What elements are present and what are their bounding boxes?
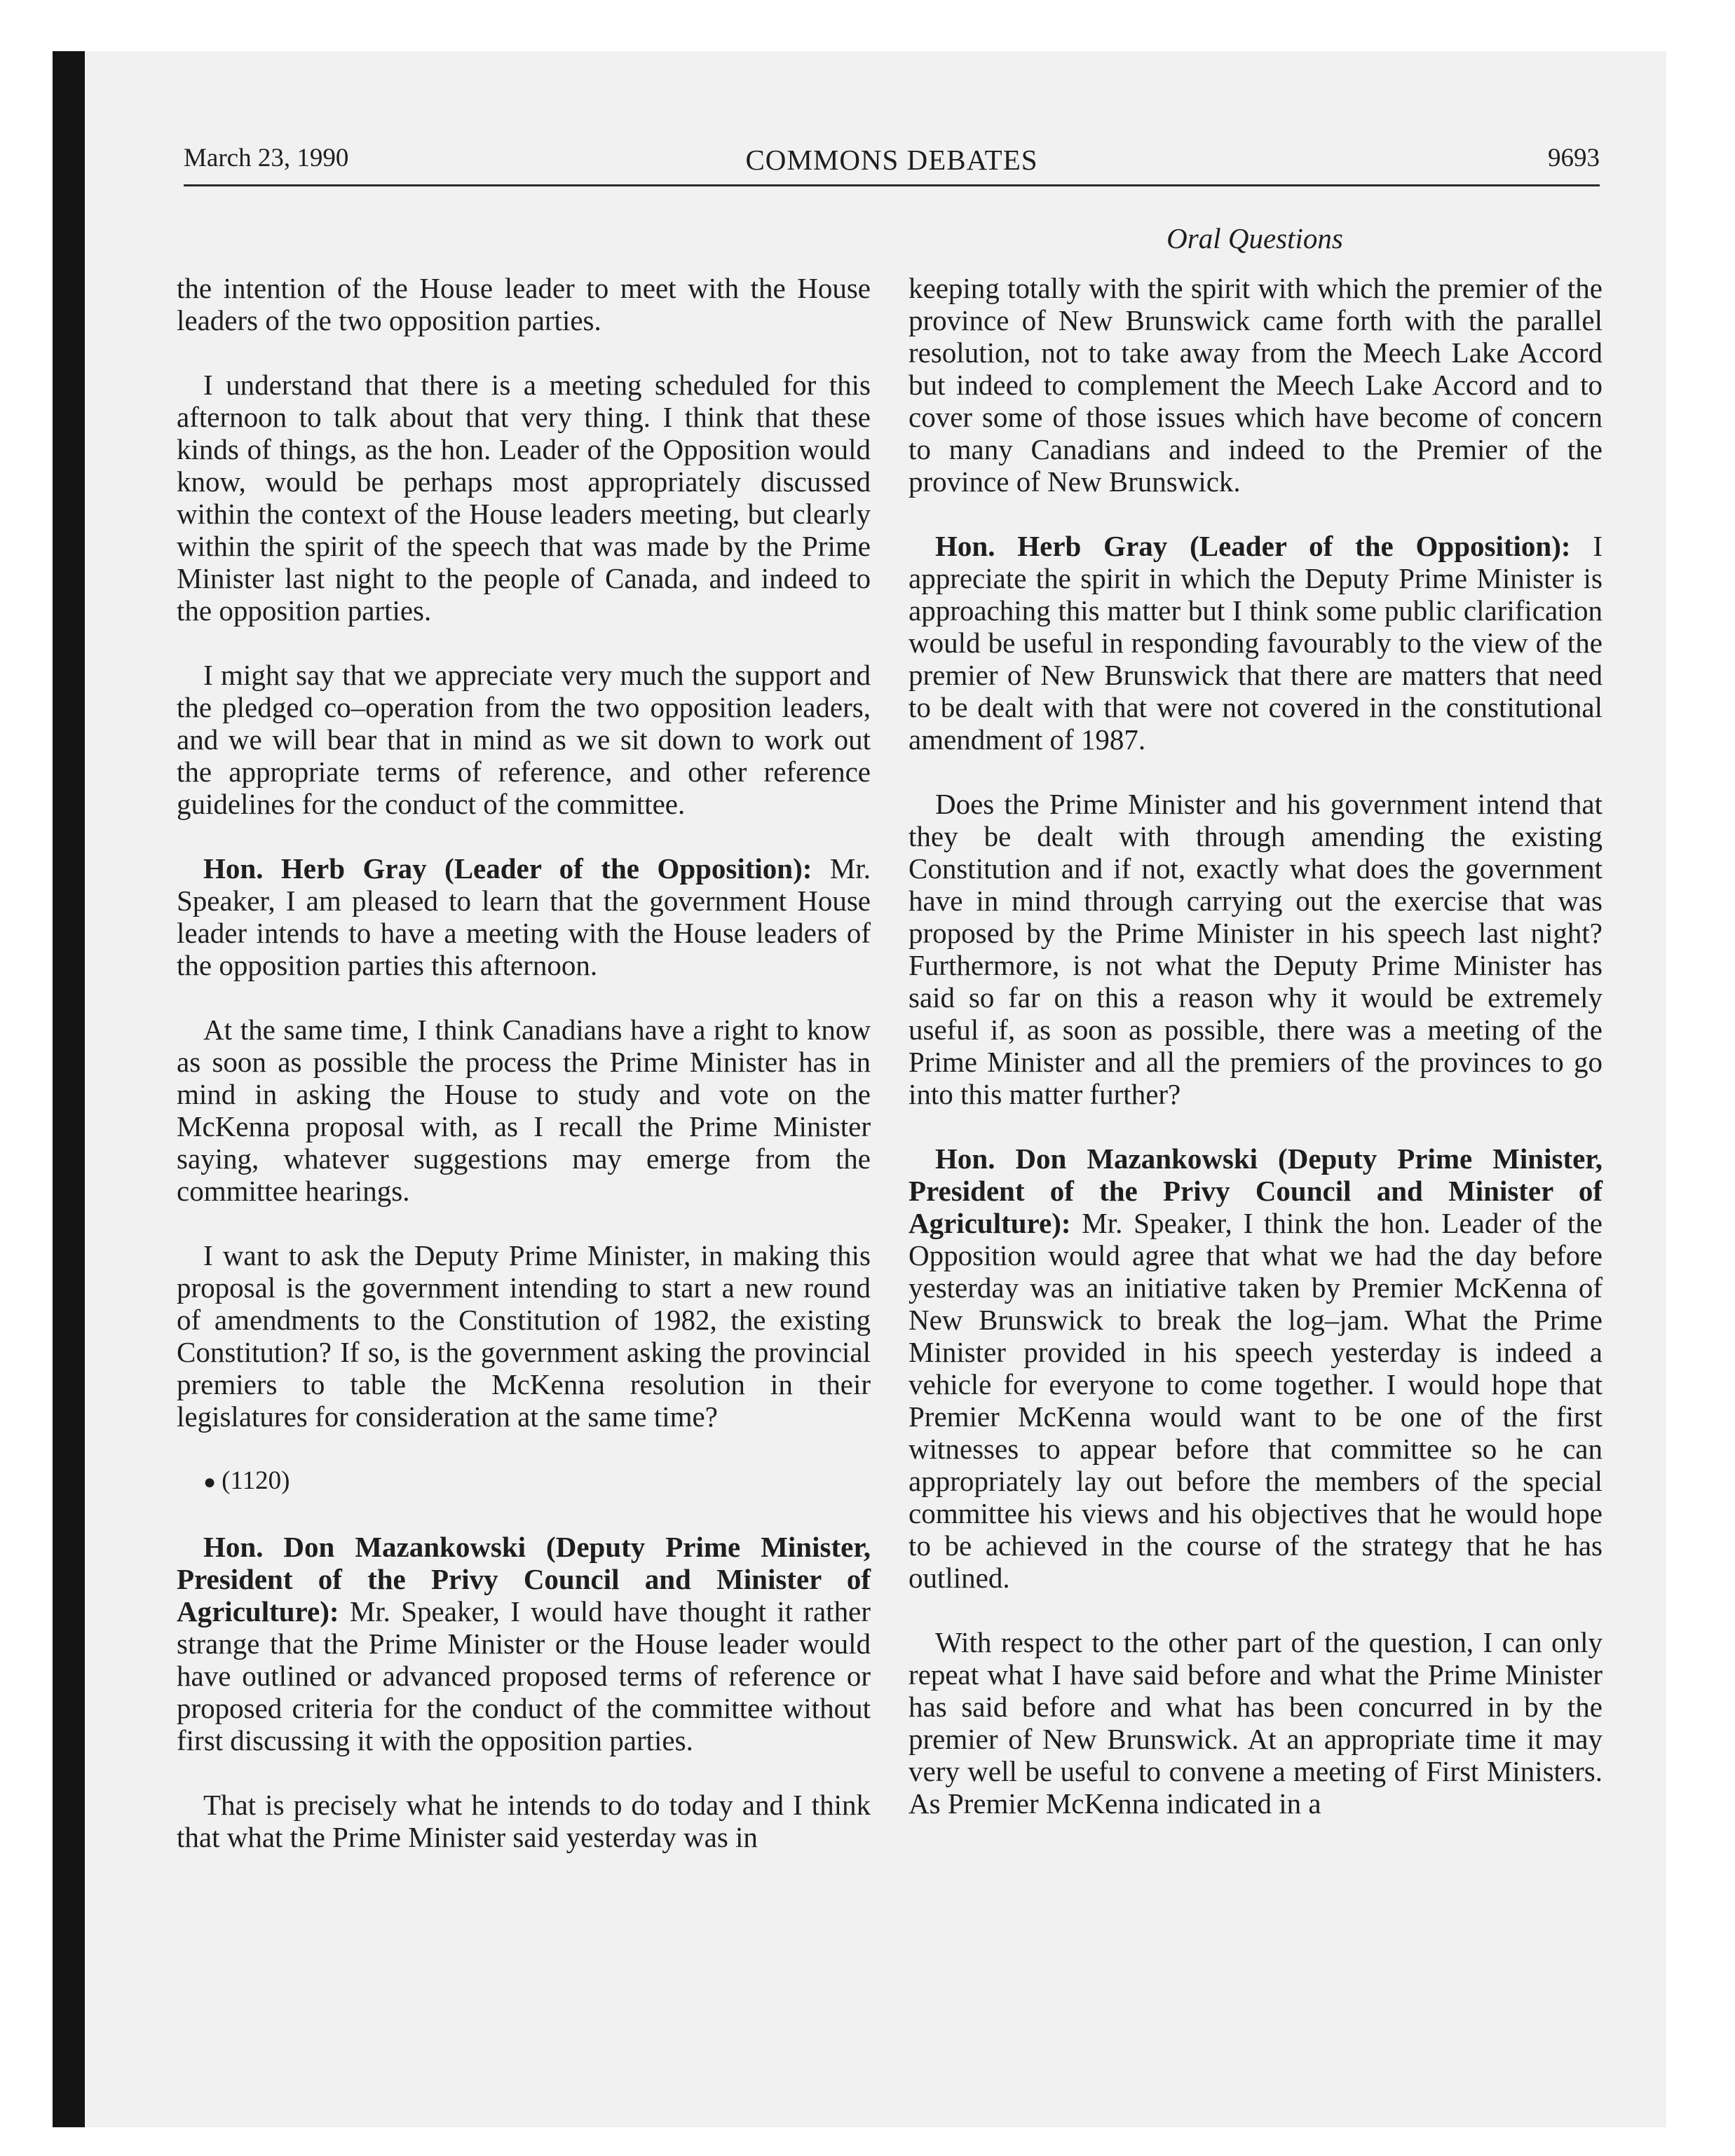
speaker-name: Hon. Herb Gray (Leader of the Opposition): <box>935 530 1571 562</box>
speech-paragraph <box>177 1531 871 1756</box>
paragraph: I want to ask the Deputy Prime Minister, in making this proposal is the government intending to start a new round of amendments to the Constitution of 1982, the existing Constitution? If so, is the government asking the provincial premiers to table the McKenna resolution in their legislatures for consideration at the same time? <box>177 1239 871 1433</box>
speech-text: Mr. Speaker, I think the hon. Leader of the Opposition would agree that what we had the day before yesterday was an initiative taken by Premier McKenna of New Brunswick to break the log–jam. What the Prime Minister provided in his speech yesterday is indeed a vehicle for everyone to come together. I would hope that Premier McKenna would want to be one of the first witnesses to appear before that committee so he can appropriately lay out before the members of the special committee his views and his objectives that he would hope to be achieved in the course of the strategy that he has outlined. <box>909 1207 1603 1594</box>
time-marker-text: (1120) <box>222 1466 290 1495</box>
scan-edge-shadow <box>53 51 85 2127</box>
speaker-name: Hon. Don Mazankowski (Deputy Prime Minister, President of the Privy Council and Minister of Agriculture): <box>177 1531 871 1628</box>
speaker-name: Hon. Don Mazankowski (Deputy Prime Minister, President of the Privy Council and Minister of Agriculture): <box>909 1142 1603 1239</box>
paragraph: I might say that we appreciate very much the support and the pledged co–operation from the two opposition leaders, and we will bear that in mind as we sit down to work out the appropriate terms of reference, and other reference guidelines for the conduct of the committee. <box>177 659 871 820</box>
right-column <box>909 272 1603 1852</box>
section-title: Oral Questions <box>1166 222 1343 254</box>
paragraph: the intention of the House leader to meet with the House leaders of the two opposition parties. <box>177 272 871 336</box>
speech-text: I appreciate the spirit in which the Deputy Prime Minister is approaching this matter but I think some public clarification would be useful in responding favourably to the view of the premier of New Brunswick that there are matters that need to be dealt with that were not covered in the constitutional amendment of 1987. <box>909 530 1603 756</box>
header-rule <box>184 184 1600 186</box>
speech-paragraph <box>909 1142 1603 1594</box>
paragraph: That is precisely what he intends to do today and I think that what the Prime Minister said yesterday was in <box>177 1789 871 1853</box>
page-header <box>184 139 1600 182</box>
paragraph: At the same time, I think Canadians have a right to know as soon as possible the process the Prime Minister has in mind in asking the House to study and vote on the McKenna proposal with, as I recall the Prime Minister saying, whatever suggestions may emerge from the committee hearings. <box>177 1014 871 1207</box>
paragraph: Does the Prime Minister and his government intend that they be dealt with through amending the existing Constitution and if not, exactly what does the government have in mind through carrying out the exercise that was proposed by the Prime Minister in his speech last night? Furthermore, is not what the Deputy Prime Minister has said so far on this a reason why it would be extremely useful if, as soon as possible, there was a meeting of the Prime Minister and all the premiers of the provinces to go into this matter further? <box>909 788 1603 1110</box>
paragraph: With respect to the other part of the question, I can only repeat what I have said before and what the Prime Minister has said before and what has been concurred in by the premier of New Brunswick. At an appropriate time it may very well be useful to convene a meeting of First Ministers. As Premier McKenna indicated in a <box>909 1626 1603 1820</box>
speech-paragraph <box>177 852 871 981</box>
speaker-name: Hon. Herb Gray (Leader of the Opposition): <box>203 852 812 885</box>
header-page-number: 9693 <box>1548 144 1600 172</box>
speech-text: Mr. Speaker, I am pleased to learn that the government House leader intends to have a meeting with the House leaders of the opposition parties this afternoon. <box>177 852 871 981</box>
header-date: March 23, 1990 <box>184 144 349 172</box>
left-column <box>177 272 871 1885</box>
paragraph: I understand that there is a meeting scheduled for this afternoon to talk about that very thing. I think that these kinds of things, as the hon. Leader of the Opposition would know, would be perhaps most appropriately discussed within the context of the House leaders meeting, but clearly within the spirit of the speech that was made by the Prime Minister last night to the people of Canada, and indeed to the opposition parties. <box>177 369 871 627</box>
speech-paragraph <box>909 530 1603 756</box>
paragraph: keeping totally with the spirit with which the premier of the province of New Brunswick came forth with the parallel resolution, not to take away from the Meech Lake Accord but indeed to complement the Meech Lake Accord and to cover some of those issues which have become of concern to many Canadians and indeed to the Premier of the province of New Brunswick. <box>909 272 1603 498</box>
bullet-icon: ● <box>203 1471 217 1494</box>
header-title: COMMONS DEBATES <box>745 144 1038 176</box>
speech-text: Mr. Speaker, I would have thought it rather strange that the Prime Minister or the House leader would have outlined or advanced proposed terms of reference or proposed criteria for the conduct of the committee without first discussing it with the opposition parties. <box>177 1595 871 1756</box>
time-marker <box>177 1465 871 1499</box>
